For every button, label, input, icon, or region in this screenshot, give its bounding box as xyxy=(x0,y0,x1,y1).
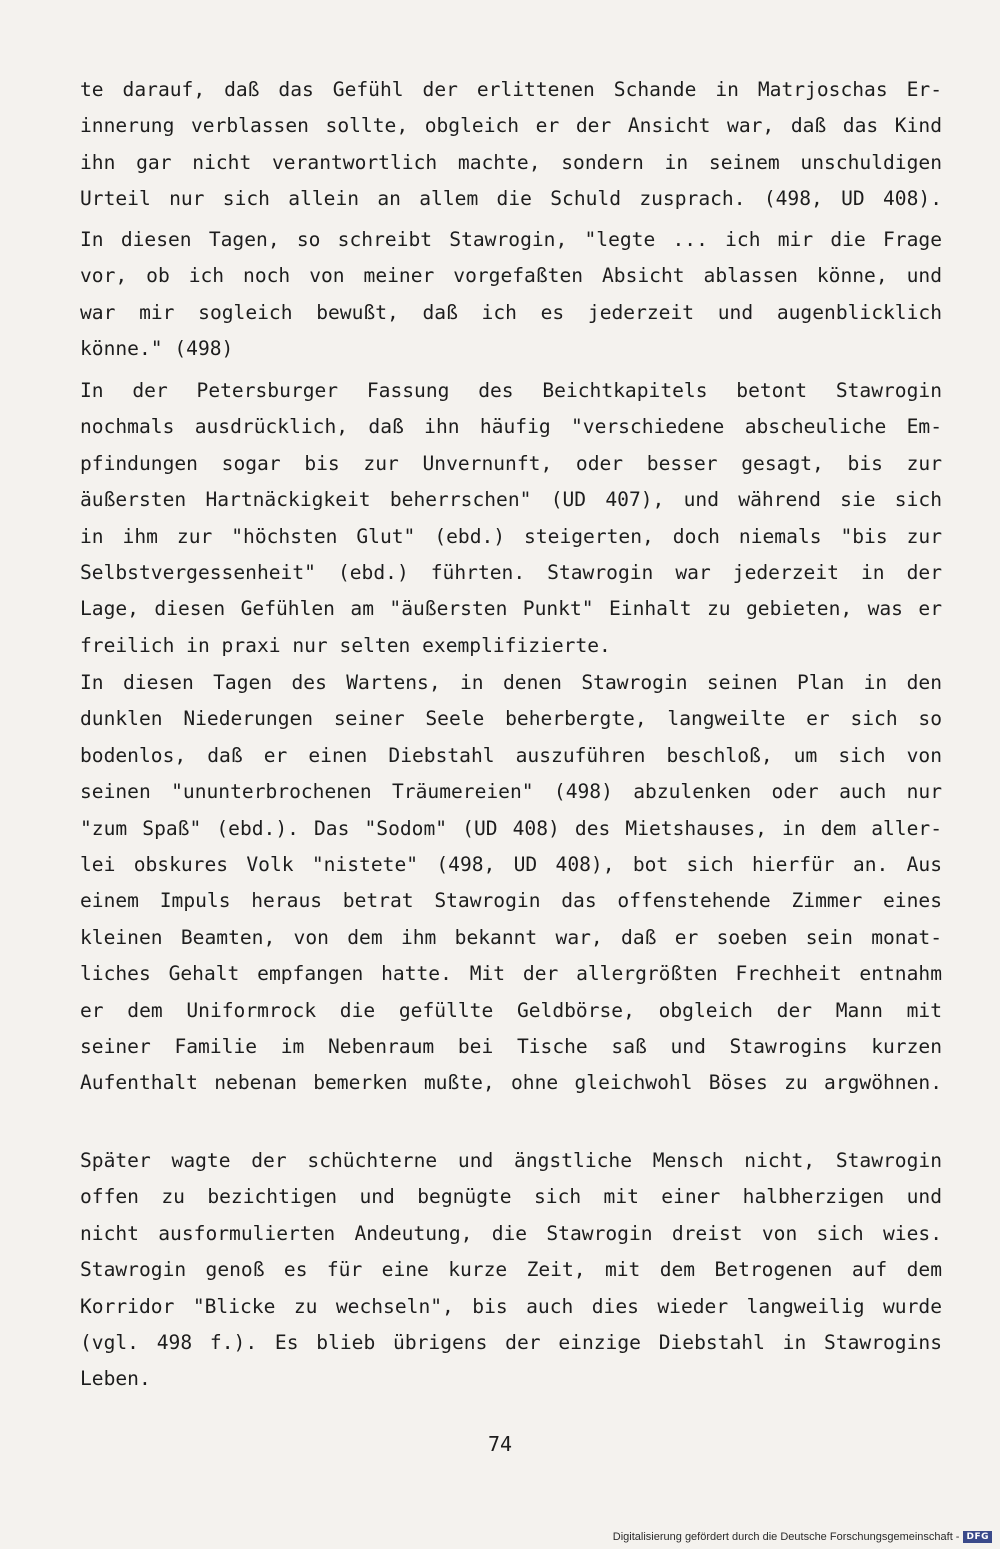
text-line: (vgl. 498 f.). Es blieb übrigens der einzige Diebstahl in Stawrogins xyxy=(80,1330,942,1354)
text-line: freilich in praxi nur selten exemplifizierte. xyxy=(80,633,611,657)
text-line: pfindungen sogar bis zur Unvernunft, oder besser gesagt, bis zur xyxy=(80,451,942,475)
page-number: 74 xyxy=(487,1432,513,1456)
text-line: bodenlos, daß er einen Diebstahl auszuführen beschloß, um sich von xyxy=(80,743,942,767)
text-line: te darauf, daß das Gefühl der erlittenen Schande in Matrjoschas Er- xyxy=(80,78,942,101)
paragraph-5 xyxy=(80,1143,942,1398)
text-line: In der Petersburger Fassung des Beichtkapitels betont Stawrogin xyxy=(80,379,942,402)
text-line: Stawrogin genoß es für eine kurze Zeit, mit dem Betrogenen auf dem xyxy=(80,1258,942,1282)
text-line: innerung verblassen sollte, obgleich er der Ansicht war, daß das Kind xyxy=(80,114,942,138)
text-line: nicht ausformulierten Andeutung, die Stawrogin dreist von sich wies. xyxy=(80,1221,942,1245)
text-line: Lage, diesen Gefühlen am "äußersten Punkt" Einhalt zu gebieten, was er xyxy=(80,597,942,621)
text-line: nochmals ausdrücklich, daß ihn häufig "verschiedene abscheuliche Em- xyxy=(80,415,942,439)
text-line: Urteil nur sich allein an allem die Schuld zusprach. (498, UD 408). xyxy=(80,187,942,211)
text-line: war mir sogleich bewußt, daß ich es jederzeit und augenblicklich xyxy=(80,300,942,324)
text-line: kleinen Beamten, von dem ihm bekannt war, daß er soeben sein monat- xyxy=(80,925,942,949)
paragraph-1 xyxy=(80,72,942,218)
text-line: Korridor "Blicke zu wechseln", bis auch dies wieder langweilig wurde xyxy=(80,1294,942,1318)
footer-text: Digitalisierung gefördert durch die Deutsche Forschungsgemeinschaft - xyxy=(612,1531,960,1543)
text-line: er dem Uniformrock die gefüllte Geldbörse, obgleich der Mann mit xyxy=(80,998,942,1022)
text-line: dunklen Niederungen seiner Seele beherbergte, langweilte er sich so xyxy=(80,707,942,731)
text-line: in ihm zur "höchsten Glut" (ebd.) steigerten, doch niemals "bis zur xyxy=(80,524,942,548)
text-line: seinen "ununterbrochenen Träumereien" (498) abzulenken oder auch nur xyxy=(80,780,942,804)
text-line: In diesen Tagen, so schreibt Stawrogin, "legte ... ich mir die Frage xyxy=(80,228,942,251)
text-line: seiner Familie im Nebenraum bei Tische saß und Stawrogins kurzen xyxy=(80,1034,942,1058)
text-line: äußersten Hartnäckigkeit beherrschen" (UD 407), und während sie sich xyxy=(80,488,942,512)
dfg-logo-icon: DFG xyxy=(963,1531,992,1543)
text-line: In diesen Tagen des Wartens, in denen Stawrogin seinen Plan in den xyxy=(80,671,942,694)
text-line: Selbstvergessenheit" (ebd.) führten. Stawrogin war jederzeit in der xyxy=(80,560,942,584)
text-line: ihn gar nicht verantwortlich machte, sondern in seinem unschuldigen xyxy=(80,150,942,174)
text-line: könne." (498) xyxy=(80,337,234,361)
text-line: Leben. xyxy=(80,1367,151,1391)
text-line: liches Gehalt empfangen hatte. Mit der allergrößten Frechheit entnahm xyxy=(80,962,942,986)
text-line: lei obskures Volk "nistete" (498, UD 408), bot sich hierfür an. Aus xyxy=(80,852,942,876)
digitization-footer xyxy=(613,1531,992,1543)
paragraph-4 xyxy=(80,665,942,1102)
paragraph-2 xyxy=(80,222,942,368)
text-line: einem Impuls heraus betrat Stawrogin das offenstehende Zimmer eines xyxy=(80,889,942,913)
text-line: Aufenthalt nebenan bemerken mußte, ohne gleichwohl Böses zu argwöhnen. xyxy=(80,1071,942,1095)
text-line: "zum Spaß" (ebd.). Das "Sodom" (UD 408) des Mietshauses, in dem aller- xyxy=(80,816,942,840)
text-line: offen zu bezichtigen und begnügte sich mit einer halbherzigen und xyxy=(80,1185,942,1209)
text-line: Später wagte der schüchterne und ängstliche Mensch nicht, Stawrogin xyxy=(80,1149,942,1172)
text-line: vor, ob ich noch von meiner vorgefaßten Absicht ablassen könne, und xyxy=(80,264,942,288)
paragraph-3 xyxy=(80,373,942,664)
